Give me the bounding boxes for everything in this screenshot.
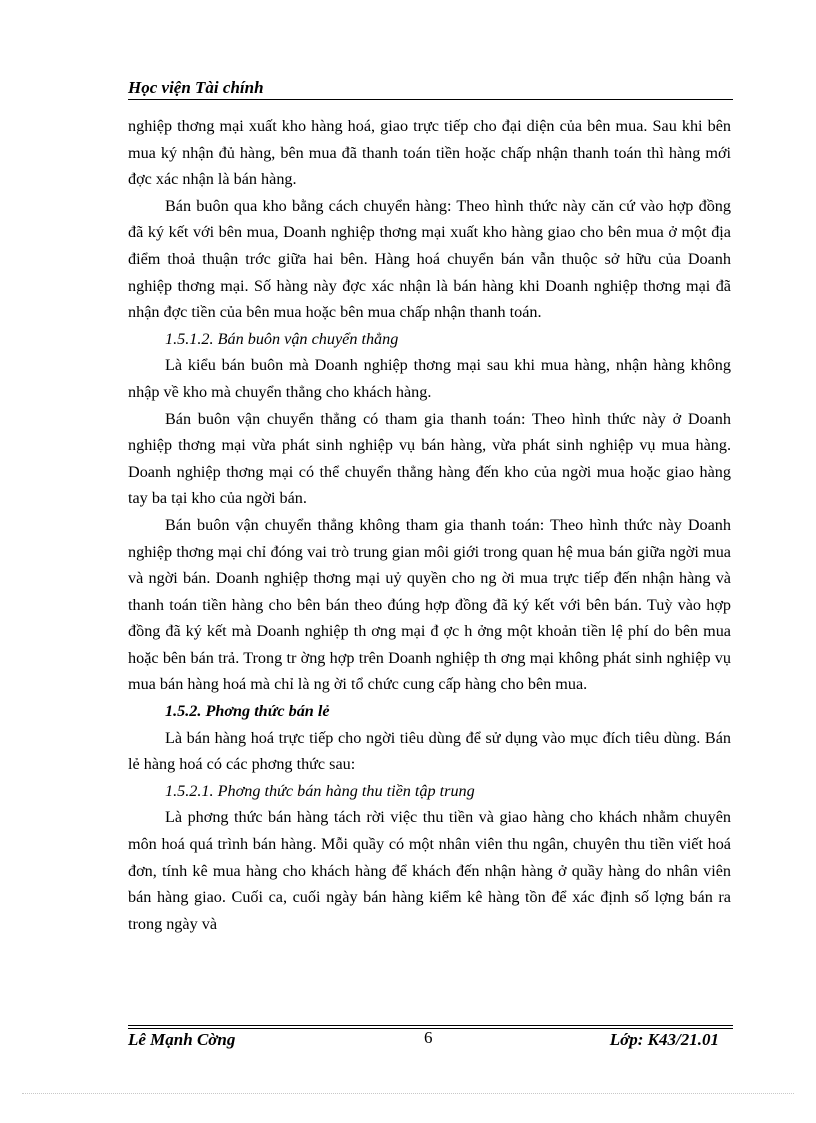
body-text — [128, 113, 731, 937]
subheading-1-5-2-1: 1.5.2.1. Phơng thức bán hàng thu tiền tập trung — [165, 781, 475, 800]
paragraph-definition-van-chuyen-thang: Là kiểu bán buôn mà Doanh nghiệp thơng mại sau khi mua hàng, nhận hàng không nhập về kho mà chuyển thẳng cho khách hàng. — [128, 356, 731, 401]
paragraph-continuation: nghiệp thơng mại xuất kho hàng hoá, giao trực tiếp cho đại diện của bên mua. Sau khi bên mua ký nhận đủ hàng, bên mua đã thanh toán tiền hoặc chấp nhận thanh toán thì hàng mới đợc xác nhận là bán hàng. — [128, 117, 731, 189]
page-header — [128, 78, 733, 100]
page-footer — [128, 1030, 733, 1052]
header-title: Học viện Tài chính — [128, 78, 264, 97]
paragraph-ban-le-definition: Là bán hàng hoá trực tiếp cho ngời tiêu dùng để sử dụng vào mục đích tiêu dùng. Bán lẻ hàng hoá có các phơng thức sau: — [128, 728, 731, 774]
paragraph-ban-buon-chuyen-hang: Bán buôn qua kho bằng cách chuyển hàng: Theo hình thức này căn cứ vào hợp đồng đã ký kết với bên mua, Doanh nghiệp thơng mại xuất kho hàng giao cho bên mua ở một địa điểm thoả thuận trớc giữa hai bên. Hàng hoá chuyển bán vẫn thuộc sở hữu của Doanh nghiệp thơng mại. Số hàng này đợc xác nhận là bán hàng khi Doanh nghiệp thơng mại đã nhận đợc tiền của bên mua hoặc bên mua chấp nhận thanh toán. — [128, 196, 731, 322]
page-boundary-dotted-line — [22, 1093, 794, 1094]
subheading-1-5-1-2: 1.5.1.2. Bán buôn vận chuyển thẳng — [165, 329, 399, 348]
footer-class: Lớp: K43/21.01 — [609, 1030, 719, 1049]
paragraph-co-tham-gia-thanh-toan: Bán buôn vận chuyển thẳng có tham gia thanh toán: Theo hình thức này ở Doanh nghiệp thơng mại vừa phát sinh nghiệp vụ bán hàng, vừa phát sinh nghiệp vụ mua hàng. Doanh nghiệp thơng mại có thể chuyển thẳng hàng đến kho của ngời mua hoặc giao hàng tay ba tại kho của ngời bán. — [128, 409, 731, 508]
paragraph-khong-tham-gia-thanh-toan: Bán buôn vận chuyển thẳng không tham gia thanh toán: Theo hình thức này Doanh nghiệp thơng mại chỉ đóng vai trò trung gian môi giới trong quan hệ mua bán giữa ngời mua và ngời bán. Doanh nghiệp thơng mại uỷ quyền cho ng ời mua trực tiếp đến nhận hàng và thanh toán tiền hàng cho bên bán theo đúng hợp đồng đã ký kết với bên bán. Tuỳ vào hợp đồng đã ký kết mà Doanh nghiệp th ơng mại đ ợc h ởng một khoản tiền lệ phí do bên mua hoặc bên bán trả. Trong tr ờng hợp trên Doanh nghiệp th ơng mại không phát sinh nghiệp vụ mua bán hàng hoá mà chỉ là ng ời tổ chức cung cấp hàng cho bên mua. — [128, 515, 731, 694]
footer-rule-top — [128, 1025, 733, 1026]
page-number: 6 — [424, 1028, 433, 1047]
footer-author: Lê Mạnh Cờng — [128, 1030, 236, 1049]
section-heading-1-5-2: 1.5.2. Phơng thức bán lẻ — [165, 702, 330, 721]
paragraph-thu-tien-tap-trung: Là phơng thức bán hàng tách rời việc thu tiền và giao hàng cho khách nhằm chuyên môn hoá quá trình bán hàng. Mỗi quầy có một nhân viên thu ngân, chuyên thu tiền viết hoá đơn, tính kê mua hàng cho khách hàng để khách đến nhận hàng ở quầy hàng do nhân viên bán hàng giao. Cuối ca, cuối ngày bán hàng kiểm kê hàng tồn để xác định số lợng bán ra trong ngày và — [128, 808, 731, 933]
